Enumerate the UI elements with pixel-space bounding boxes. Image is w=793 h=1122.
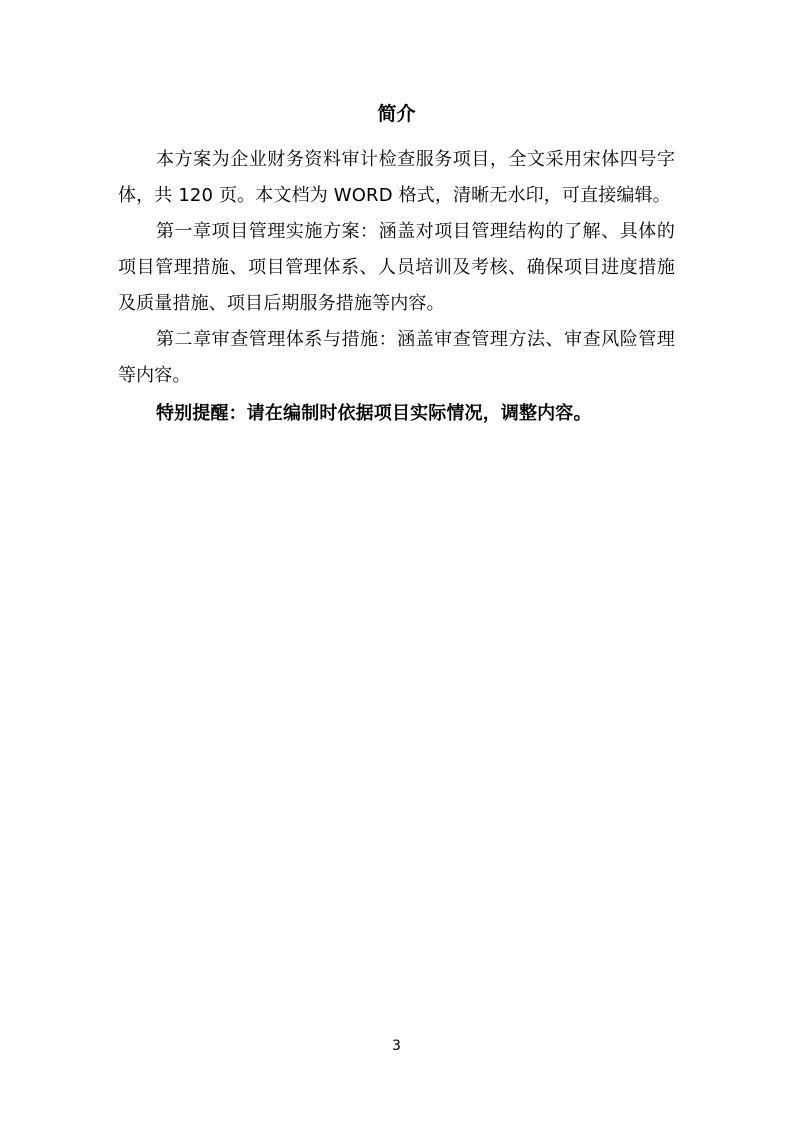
intro-paragraph: 本方案为企业财务资料审计检查服务项目，全文采用宋体四号字体，共 120 页。本文档为 WORD 格式，清晰无水印，可直接编辑。	[118, 149, 675, 206]
document-body	[118, 100, 675, 432]
chapter-two-paragraph: 第二章审查管理体系与措施：涵盖审查管理方法、审查风险管理等内容。	[118, 329, 675, 386]
page-title: 简介	[377, 103, 416, 125]
special-notice: 特别提醒：请在编制时依据项目实际情况，调整内容。	[156, 403, 592, 424]
page-number: 3	[392, 1038, 401, 1054]
chapter-one-paragraph: 第一章项目管理实施方案：涵盖对项目管理结构的了解、具体的项目管理措施、项目管理体系、人员培训及考核、确保项目进度措施及质量措施、项目后期服务措施等内容。	[118, 221, 675, 314]
